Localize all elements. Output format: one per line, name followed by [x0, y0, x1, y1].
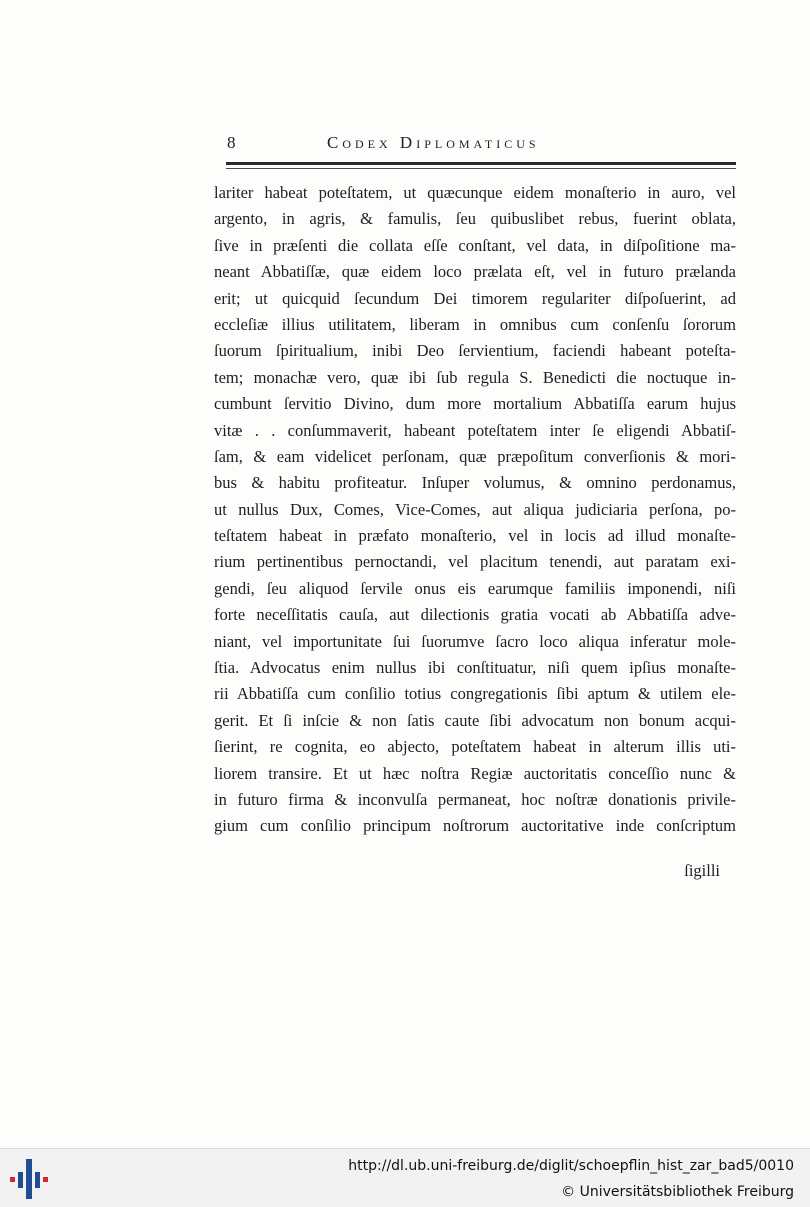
permalink-url[interactable]: http://dl.ub.uni-freiburg.de/diglit/schoepflin_hist_zar_bad5/0010 [348, 1158, 794, 1174]
text-line: ſtia. Advocatus enim nullus ibi conſtituatur, niſi quem ipſius monaſte- [214, 658, 736, 678]
viewer-footer [0, 1148, 810, 1207]
text-line: erit; ut quicquid ſecundum Dei timorem regulariter diſpoſuerint, ad [214, 288, 736, 308]
text-line: niant, vel importunitate ſui ſuorumve ſacro loco aliqua inferatur mole- [214, 631, 736, 651]
text-line: tem; monachæ vero, quæ ibi ſub regula S. Benedicti die noctuque in- [214, 367, 736, 387]
copyright-notice: © Universitätsbibliothek Freiburg [561, 1184, 794, 1200]
text-line: eccleſiæ illius utilitatem, liberam in omnibus cum conſenſu ſororum [214, 314, 736, 334]
text-line: ſuorum ſpiritualium, inibi Deo ſervientium, faciendi habeant poteſta- [214, 341, 736, 361]
text-line: rii Abbatiſſa cum conſilio totius congregationis ſibi aptum & utilem ele- [214, 684, 736, 704]
text-line: in futuro firma & inconvulſa permaneat, hoc noſtræ donationis privile- [214, 789, 736, 809]
text-line: ſam, & eam videlicet perſonam, quæ præpoſitum converſionis & mori- [214, 446, 736, 466]
body-text [214, 180, 736, 840]
text-line: gium cum conſilio principum noſtrorum auctoritative inde conſcriptum [214, 816, 736, 836]
text-line: ſive in præſenti die collata eſſe conſtant, vel data, in diſpoſitione ma- [214, 235, 736, 255]
text-line: ſierint, re cognita, eo abjecto, poteſtatem habeat in alterum illis uti- [214, 737, 736, 757]
text-line: gendi, ſeu aliquod ſervile onus eis earumque familiis imponendi, niſi [214, 578, 736, 598]
text-line: rium pertinentibus pernoctandi, vel placitum tenendi, aut paratam exi- [214, 552, 736, 572]
text-line: bus & habitu profiteatur. Inſuper volumus, & omnino perdonamus, [214, 473, 736, 493]
text-line: ut nullus Dux, Comes, Vice-Comes, aut aliqua judiciaria perſona, po- [214, 499, 736, 519]
running-title: Codex Diplomaticus [327, 133, 540, 152]
page-number: 8 [227, 133, 236, 152]
ub-freiburg-logo-icon[interactable] [10, 1159, 50, 1199]
text-line: forte neceſſitatis cauſa, aut dilectionis gratia vocati ab Abbatiſſa adve- [214, 605, 736, 625]
text-line: argento, in agris, & famulis, ſeu quibuslibet rebus, fuerint oblata, [214, 209, 736, 229]
header-rule-thin [226, 168, 736, 169]
header-rule-thick [226, 162, 736, 165]
catchword: ſigilli [684, 861, 720, 880]
text-line: lariter habeat poteſtatem, ut quæcunque eidem monaſterio in auro, vel [214, 183, 736, 202]
text-line: neant Abbatiſſæ, quæ eidem loco prælata eſt, vel in futuro prælanda [214, 262, 736, 282]
text-line: cumbunt ſervitio Divino, dum more mortalium Abbatiſſa earum hujus [214, 394, 736, 414]
text-line: gerit. Et ſi inſcie & non ſatis caute ſibi advocatum non bonum acqui- [214, 710, 736, 730]
text-line: vitæ . . conſummaverit, habeant poteſtatem inter ſe eligendi Abbatiſ- [214, 420, 736, 440]
text-line: teſtatem habeat in præfato monaſterio, vel in locis ad illud monaſte- [214, 526, 736, 546]
text-line: liorem transire. Et ut hæc noſtra Regiæ auctoritatis conceſſio nunc & [214, 763, 736, 783]
